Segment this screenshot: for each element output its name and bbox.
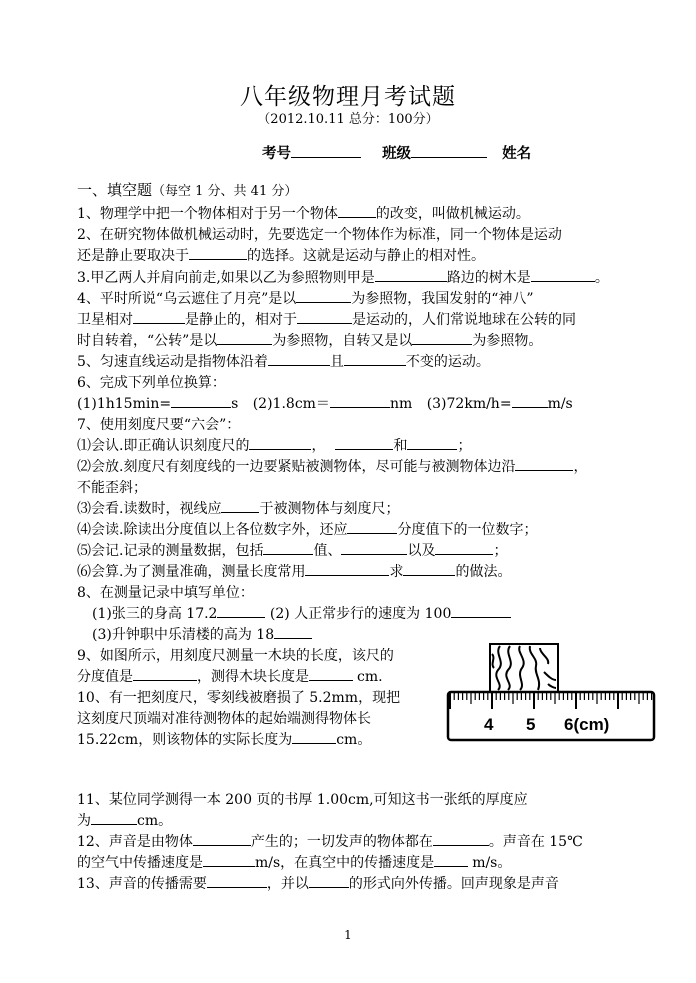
q3-text-b: 路边的树木是 (446, 270, 531, 286)
q10-text-c: 15.22cm，则该物体的实际长度为 (77, 732, 293, 748)
q7-5-text-b: 值、 (313, 543, 342, 559)
exam-subtitle: （2012.10.11 总分：100分） (257, 112, 439, 127)
q7-5-blank-2[interactable] (341, 541, 407, 555)
q7-1-text-c: 和 (393, 438, 408, 454)
section-note: （每空 1 分、共 41 分） (152, 184, 298, 199)
ruler-label-5: 5 (526, 715, 536, 734)
question-7 (77, 415, 240, 435)
q10-unit: cm。 (336, 732, 372, 748)
q12-unit: m/s。 (472, 855, 512, 871)
q4-blank-4[interactable] (217, 331, 272, 345)
q7-1-text-d: ； (457, 438, 472, 454)
page-number: 1 (344, 928, 352, 942)
question-13 (77, 874, 559, 894)
q4-text-g: 为参照物，自转又是以 (272, 333, 413, 349)
q8-text: 8、在测量记录中填写单位： (77, 585, 254, 601)
q6-unit-1: s (231, 396, 239, 412)
q4-text-d: 是静止的，相对于 (185, 312, 297, 328)
question-9-cont (77, 667, 383, 687)
question-7-item-6 (77, 562, 511, 582)
q2-text-b: 的选择。这就是运动与静止的相对性。 (247, 248, 485, 264)
q7-1-text-a: ⑴会认.即正确认识刻度尺的 (77, 438, 250, 454)
ruler-label-6cm: 6(cm) (564, 715, 610, 734)
q12-blank-3[interactable] (203, 853, 255, 867)
q7-5-text-d: ； (493, 543, 508, 559)
q6-part3-text: (3)72km/h= (426, 396, 512, 412)
section-title: 一、填空题 (77, 181, 153, 199)
q7-2-blank[interactable] (515, 457, 573, 471)
q10-text: 10、有一把刻度尺，零刻线被磨损了 5.2mm，现把 (77, 690, 401, 706)
question-8-items-1-2 (92, 604, 511, 624)
q1-text-a: 1、物理学中把一个物体相对于另一个物体 (77, 206, 338, 222)
q4-blank-2[interactable] (133, 310, 185, 324)
q6-text: 6、完成下列单位换算： (77, 375, 226, 391)
q7-1-blank-1[interactable] (249, 436, 311, 450)
q5-blank-2[interactable] (344, 352, 406, 366)
question-8-item-3 (92, 625, 312, 645)
q4-text-f: 时自转着，“公转”是以 (77, 333, 218, 349)
q1-text-b: 的改变，叫做机械运动。 (375, 206, 530, 222)
q7-6-text-c: 的做法。 (455, 564, 512, 580)
q6-unit-3: m/s (547, 396, 573, 412)
q4-blank-3[interactable] (297, 310, 352, 324)
q13-text-c: 的形式向外传播。回声现象是声音 (348, 876, 559, 892)
q11-text: 11、某位同学测得一本 200 页的书厚 1.00cm,可知这书一张纸的厚度应 (77, 792, 528, 808)
question-12-cont (77, 853, 511, 873)
q6-part1-text: (1)1h15min= (77, 396, 172, 412)
question-8 (77, 583, 254, 603)
q9-blank-2[interactable] (309, 667, 353, 681)
q13-blank-1[interactable] (207, 874, 267, 888)
q9-text: 9、如图所示，用刻度尺测量一木块的长度，该尺的 (77, 648, 394, 664)
question-6 (77, 373, 226, 393)
q1-blank[interactable] (338, 204, 376, 218)
wood-block (490, 644, 558, 692)
q7-3-blank[interactable] (221, 499, 259, 513)
question-7-item-4 (77, 520, 537, 540)
question-10-cont-1 (77, 709, 371, 729)
q12-text-b: 产生的；一切发声的物体都在 (250, 834, 433, 850)
q3-blank-1[interactable] (375, 268, 447, 282)
q10-blank[interactable] (292, 730, 336, 744)
q2-blank[interactable] (189, 246, 247, 260)
q7-4-text-b: 分度值下的一位数字； (397, 522, 538, 538)
q9-text-b: ，测得木块长度是 (197, 669, 309, 685)
q7-5-text-a: ⑸会记.记录的测量数据，包括 (77, 543, 264, 559)
q4-text-b: 为参照物，我国发射的“神八” (351, 291, 534, 307)
q8-2-blank[interactable] (451, 604, 511, 618)
q6-blank-1[interactable] (171, 394, 231, 408)
ruler-label-4: 4 (484, 715, 494, 734)
q5-blank-1[interactable] (268, 352, 330, 366)
q10-text-b: 这刻度尺顶端对准待测物体的起始端测得物体长 (77, 711, 371, 727)
q13-text-a: 13、声音的传播需要 (77, 876, 207, 892)
class-blank[interactable] (411, 143, 487, 158)
q7-1-text-b: ， (311, 438, 326, 454)
question-7-item-5 (77, 541, 507, 561)
q5-text-b: 且 (329, 354, 344, 370)
ruler (448, 692, 654, 740)
question-2 (77, 225, 562, 245)
q7-4-blank[interactable] (347, 520, 397, 534)
class-label: 班级 (382, 145, 412, 162)
question-7-item-2 (77, 457, 587, 477)
section-heading (77, 180, 297, 202)
q7-3-text-b: 于被测物体与刻度尺； (259, 501, 400, 517)
q4-text-c: 卫星相对 (77, 312, 133, 328)
exam-number-label: 考号 (262, 145, 291, 162)
q7-5-blank-1[interactable] (263, 541, 313, 555)
question-5 (77, 352, 490, 372)
q5-text-a: 5、匀速直线运动是指物体沿着 (77, 354, 268, 370)
q4-text-e: 是运动的，人们常说地球在公转的同 (352, 312, 576, 328)
q7-6-text-a: ⑹会算.为了测量准确，测量长度常用 (77, 564, 306, 580)
question-4 (77, 289, 534, 309)
question-3 (77, 268, 609, 288)
q11-text-b: 为 (77, 813, 91, 829)
q12-blank-4[interactable] (434, 853, 468, 867)
q6-blank-3[interactable] (512, 394, 548, 408)
question-4-cont-1 (77, 310, 576, 330)
q13-text-b: ，并以 (266, 876, 309, 892)
q7-5-blank-3[interactable] (435, 541, 493, 555)
q6-unit-2: nm (389, 396, 413, 412)
question-7-item-3 (77, 499, 399, 519)
question-11-cont (77, 811, 172, 831)
q6-blank-2[interactable] (330, 394, 390, 408)
question-11 (77, 790, 528, 810)
question-6-cont (77, 394, 573, 414)
q12-text-a: 12、声音是由物体 (77, 834, 193, 850)
q9-text-a: 分度值是 (77, 669, 133, 685)
q12-text-c: 。声音在 15℃ (488, 834, 583, 850)
q4-blank-5[interactable] (412, 331, 472, 345)
question-12 (77, 832, 583, 852)
q3-text-c: 。 (594, 270, 609, 286)
q8-2-text: (2) 人正常步行的速度为 100 (269, 606, 452, 622)
q7-5-text-c: 以及 (407, 543, 436, 559)
q9-unit: cm. (357, 669, 383, 685)
q3-text-a: 3.甲乙两人并肩向前走,如果以乙为参照物则甲是 (77, 270, 375, 286)
question-7-item-2-cont (77, 478, 147, 498)
q11-unit: cm。 (137, 813, 173, 829)
question-10-cont-2 (77, 730, 371, 750)
q4-text-h: 为参照物。 (472, 333, 543, 349)
question-4-cont-2 (77, 331, 542, 351)
q5-text-c: 不变的运动。 (405, 354, 490, 370)
q2-text-a: 还是静止要取决于 (77, 248, 189, 264)
q8-1-text: (1)张三的身高 17.2 (92, 606, 218, 622)
q7-2-text-a: ⑵会放.刻度尺有刻度线的一边要紧贴被测物体，尽可能与被测物体边沿 (77, 459, 516, 475)
q7-6-blank-1[interactable] (305, 562, 389, 576)
q7-3-text-a: ⑶会看.读数时，视线应 (77, 501, 222, 517)
question-9 (77, 646, 394, 666)
student-id-row (262, 142, 531, 163)
q7-6-text-b: 求 (389, 564, 404, 580)
q6-part2-text: (2)1.8cm＝ (252, 396, 330, 412)
q7-4-text-a: ⑷会读.除读出分度值以上各位数字外，还应 (77, 522, 348, 538)
question-7-item-1 (77, 436, 471, 456)
q4-text-a: 4、平时所说“乌云遮住了月亮”是以 (77, 291, 297, 307)
exam-number-blank[interactable] (291, 143, 361, 158)
q9-blank-1[interactable] (133, 667, 197, 681)
q7-2-text-c: 不能歪斜； (77, 480, 147, 496)
q7-text: 7、使用刻度尺要“六会”： (77, 417, 241, 433)
q12-blank-1[interactable] (193, 832, 251, 846)
q12-text-e: m/s，在真空中的传播速度是 (255, 855, 435, 871)
q8-3-text: (3)升钟职中乐清楼的高为 18 (92, 627, 275, 643)
q2-text: 2、在研究物体做机械运动时，先要选定一个物体作为标准，同一个物体是运动 (77, 227, 562, 243)
name-label: 姓名 (502, 145, 532, 162)
question-10 (77, 688, 400, 708)
q4-blank-1[interactable] (296, 289, 351, 303)
q11-blank[interactable] (91, 811, 137, 825)
q7-1-blank-3[interactable] (407, 436, 457, 450)
q8-1-blank[interactable] (217, 604, 265, 618)
question-1 (77, 204, 530, 224)
q12-blank-2[interactable] (433, 832, 489, 846)
q7-2-text-b: ， (573, 459, 588, 475)
q7-6-blank-2[interactable] (403, 562, 455, 576)
page-title: 八年级物理月考试题 (240, 84, 456, 110)
q3-blank-2[interactable] (531, 268, 595, 282)
question-2-cont (77, 246, 485, 266)
q8-3-blank[interactable] (274, 625, 312, 639)
q13-blank-2[interactable] (309, 874, 349, 888)
ruler-wood-block-figure (444, 640, 659, 746)
q7-1-blank-2[interactable] (335, 436, 393, 450)
q12-text-d: 的空气中传播速度是 (77, 855, 203, 871)
